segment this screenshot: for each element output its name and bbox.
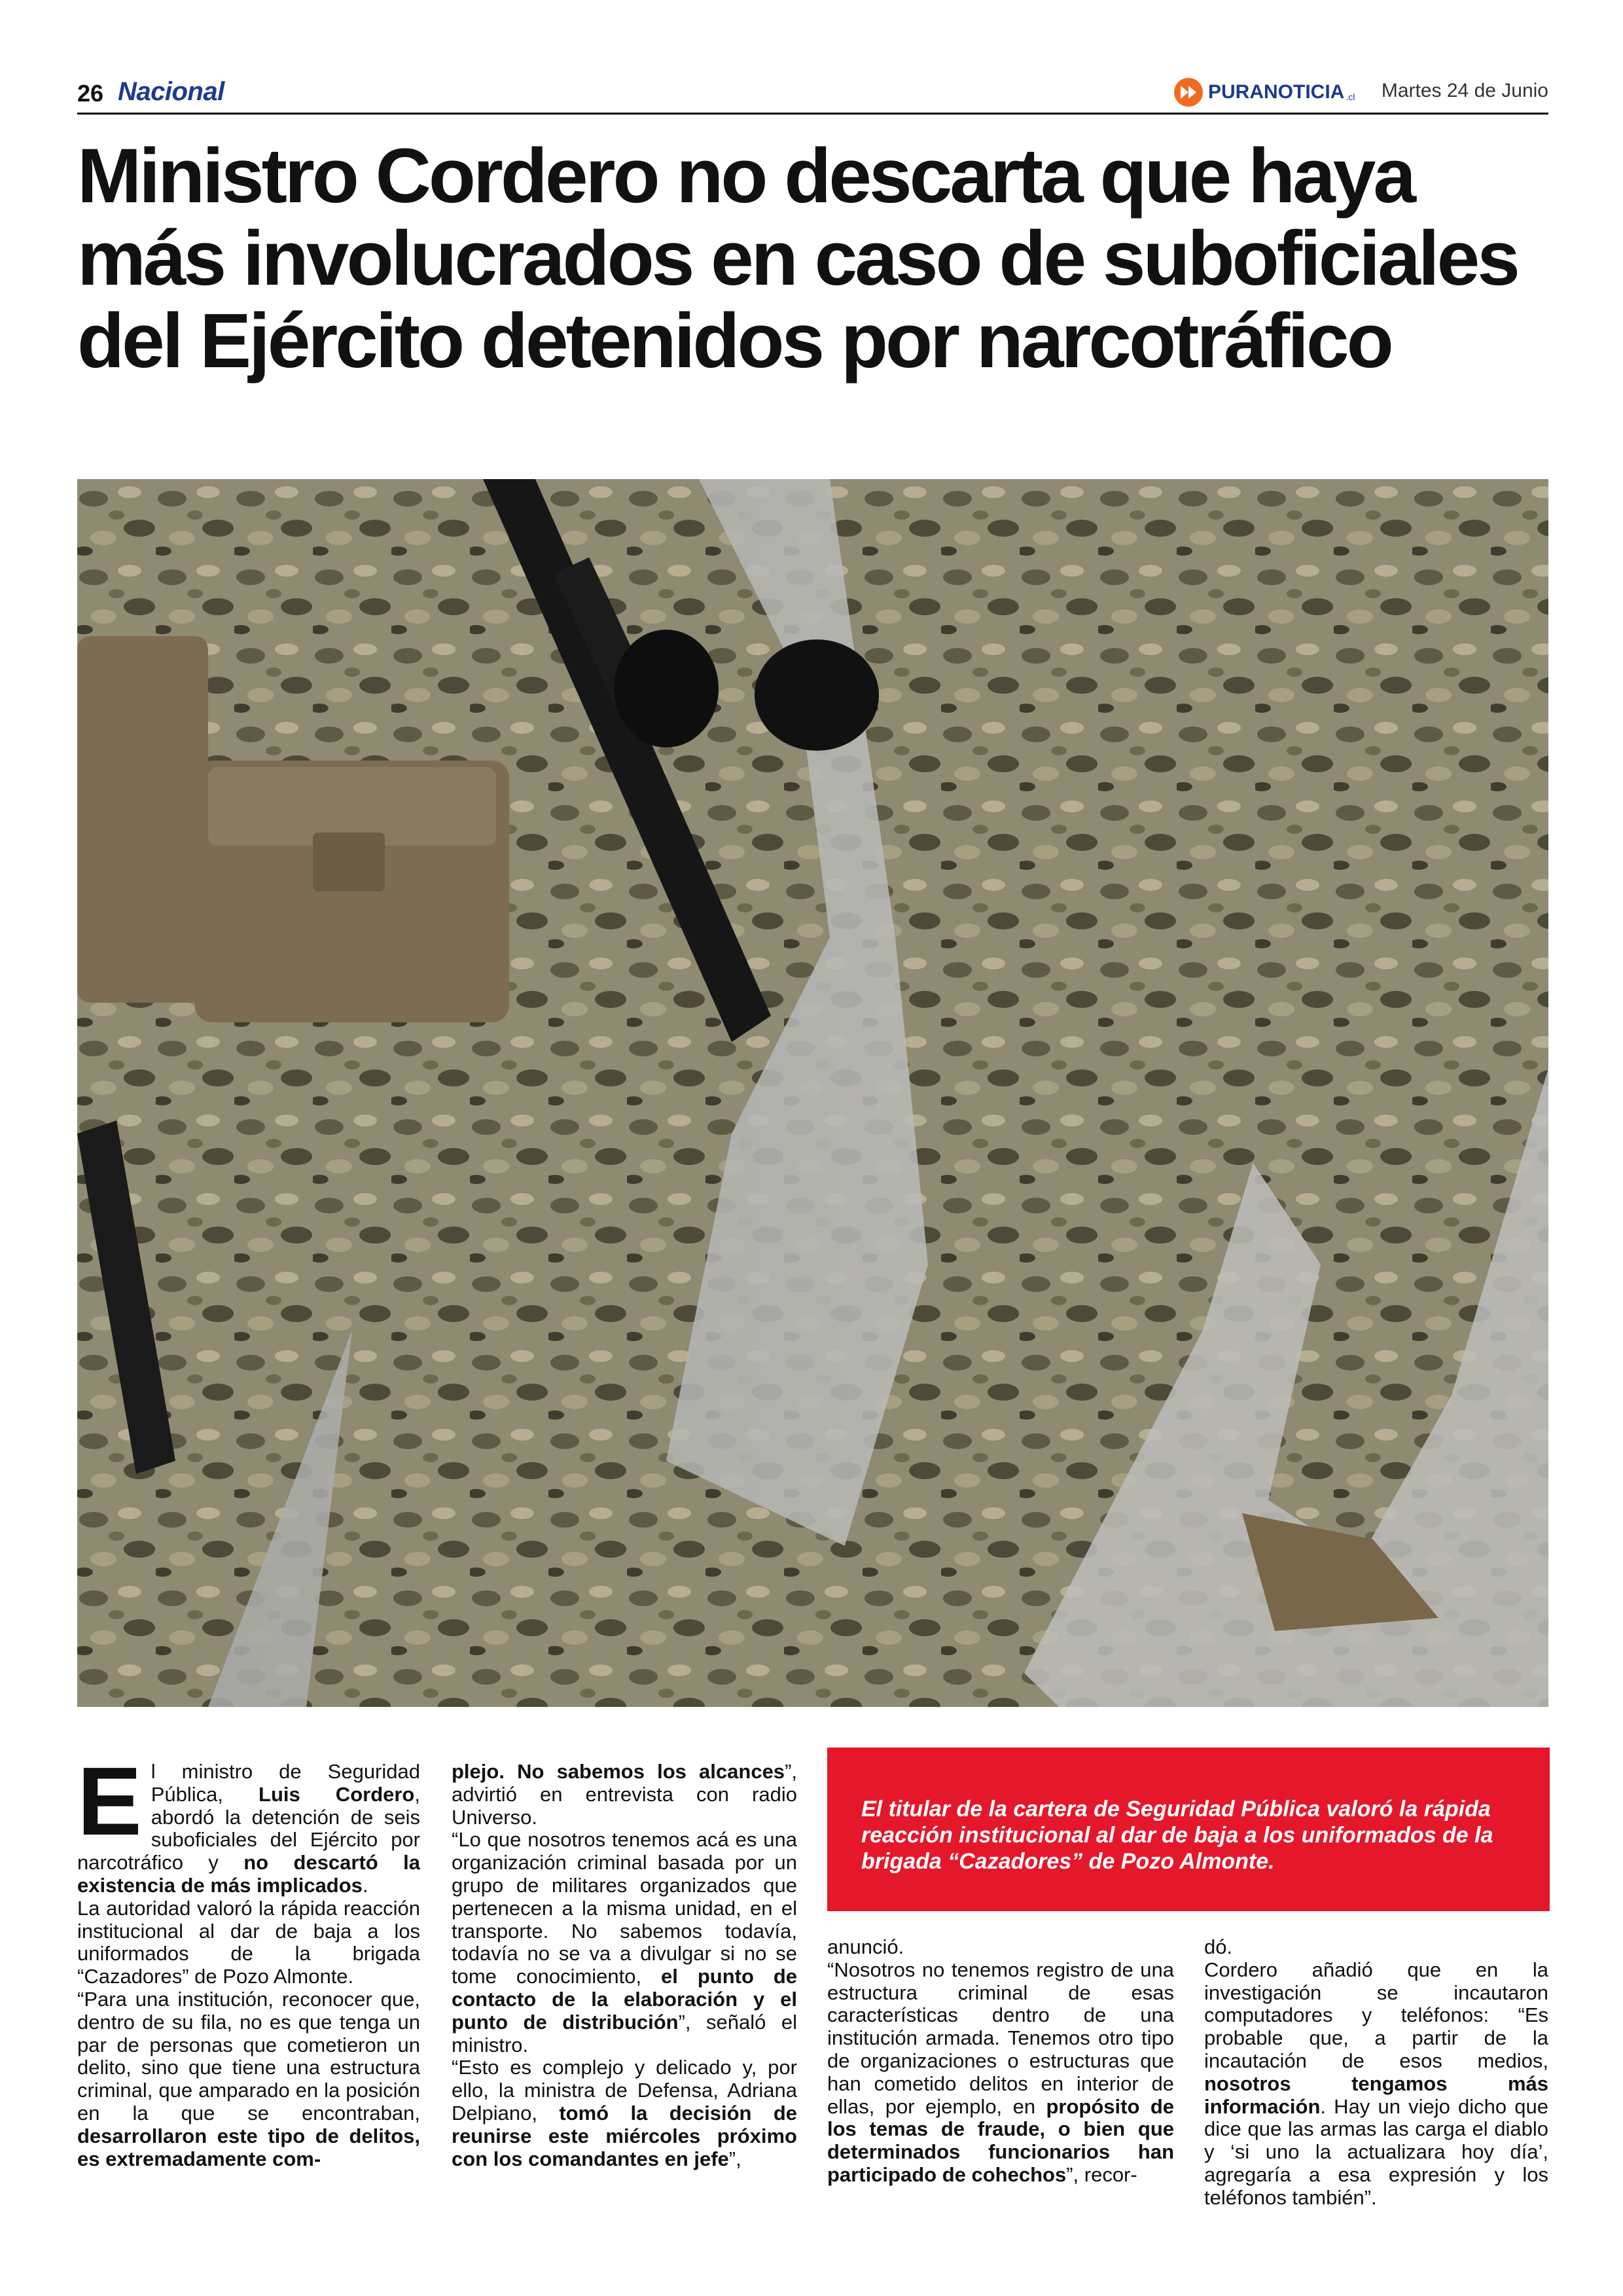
text-run: ”, recor- (1066, 2162, 1137, 2186)
paragraph (1204, 1959, 1548, 2210)
article-column-4 (1204, 1936, 1548, 2210)
brand-tld: .cl (1346, 92, 1355, 102)
text-run-bold: el punto de contacto de la elaboración y el punto de distribución (452, 1965, 797, 2034)
text-run: “Esto es complejo y delicado y, por ello, la ministra de Defensa, Adriana Delpiano, (452, 2056, 797, 2125)
text-run: ”, (728, 2147, 741, 2170)
article-column-3 (827, 1936, 1174, 2187)
text-run-bold: desarrollaron este tipo de delitos, es extremadamente com- (77, 2124, 420, 2170)
text-run: . (362, 1873, 368, 1897)
article-column-2 (452, 1761, 797, 2170)
paragraph (452, 1829, 797, 2056)
article-photo (77, 479, 1548, 1707)
issue-date: Martes 24 de Junio (1381, 80, 1548, 101)
paragraph (77, 1988, 420, 2170)
header-rule (77, 113, 1548, 115)
brand-logo (1174, 77, 1355, 107)
section-name: Nacional (118, 77, 224, 106)
text-run-bold: tomó la decisión de reunirse este miércoles próximo con los comandantes en jefe (452, 2101, 798, 2170)
text-run: ”, advirtió en entrevista con radio Universo. (452, 1760, 797, 1829)
paragraph: La autoridad valoró la rápida reacción institucional al dar de baja a los uniformados de la brigada “Cazadores” de Pozo Almonte. (77, 1896, 420, 1988)
brand-arrows-icon (1174, 78, 1203, 107)
brand-name: PURANOTICIA (1208, 81, 1345, 103)
paragraph (452, 2056, 797, 2170)
text-run: Cordero añadió que en la investigación se incautaron computadores y teléfonos: “Es probable que, a partir de la incautación de esos medios, (1204, 1958, 1548, 2072)
article-column-1 (77, 1748, 420, 2170)
text-run-bold: nosotros tengamos más información (1204, 2072, 1548, 2118)
page-number: 26 (77, 80, 104, 107)
text-run-bold: Luis Cordero (259, 1782, 415, 1806)
text-run: “Nosotros no tenemos registro de una estructura criminal de esas características dentro de una institución armada. Tenemos otro tipo de organizaciones o estructuras que han cometido delitos en interior de ellas, por ejemplo, en (827, 1958, 1174, 2118)
paragraph: anunció. (827, 1935, 904, 1958)
text-run-bold: no descartó la existencia de más implicados (77, 1851, 420, 1897)
text-run: , abordó la detención de seis suboficiales del Ejército por narcotráfico y (77, 1782, 420, 1874)
pull-quote-text: El titular de la cartera de Seguridad Pública valoró la rápida reacción institucional al dar de baja a los uniformados de la brigada “Cazadores” de Pozo Almonte. (861, 1797, 1493, 1874)
headline: Ministro Cordero no descarta que haya más involucrados en caso de suboficiales del Ejército detenidos por narcotráfico (77, 133, 1518, 384)
text-run: . Hay un viejo dicho que dice que las armas las carga el diablo y ‘si uno la actualizara hoy día’, agregaría a esa expresión y los teléfonos también”. (1204, 2094, 1548, 2209)
text-run-bold: plejo. No sabemos los alcances (452, 1760, 785, 1783)
page-header (77, 77, 1548, 117)
paragraph (452, 1761, 797, 1829)
pull-quote-box (827, 1748, 1550, 1911)
text-run: l ministro de Seguridad Pública, (151, 1760, 420, 1806)
text-run-bold: propósito de los temas de fraude, o bien que determinados funcionarios han participado de cohechos (827, 2094, 1174, 2186)
paragraph: dó. (1204, 1935, 1233, 1958)
text-run: “Lo que nosotros tenemos acá es una organización criminal basada por un grupo de militares organizados que pertenecen a la misma unidad, en el transporte. No sabemos todavía, todavía no se va a divulgar si no se tome conocimiento, (452, 1828, 797, 1988)
paragraph (827, 1959, 1174, 2187)
soldiers-marching-photo (77, 479, 1548, 1707)
dropcap: E (77, 1748, 142, 1856)
text-run: ”, señaló el ministro. (452, 2010, 797, 2056)
text-run: “Para una institución, reconocer que, dentro de su fila, no es que tenga un par de personas que cometieron un delito, sino que tiene una estructura criminal, que amparado en la posición en la que se encontraban, (77, 1987, 420, 2125)
